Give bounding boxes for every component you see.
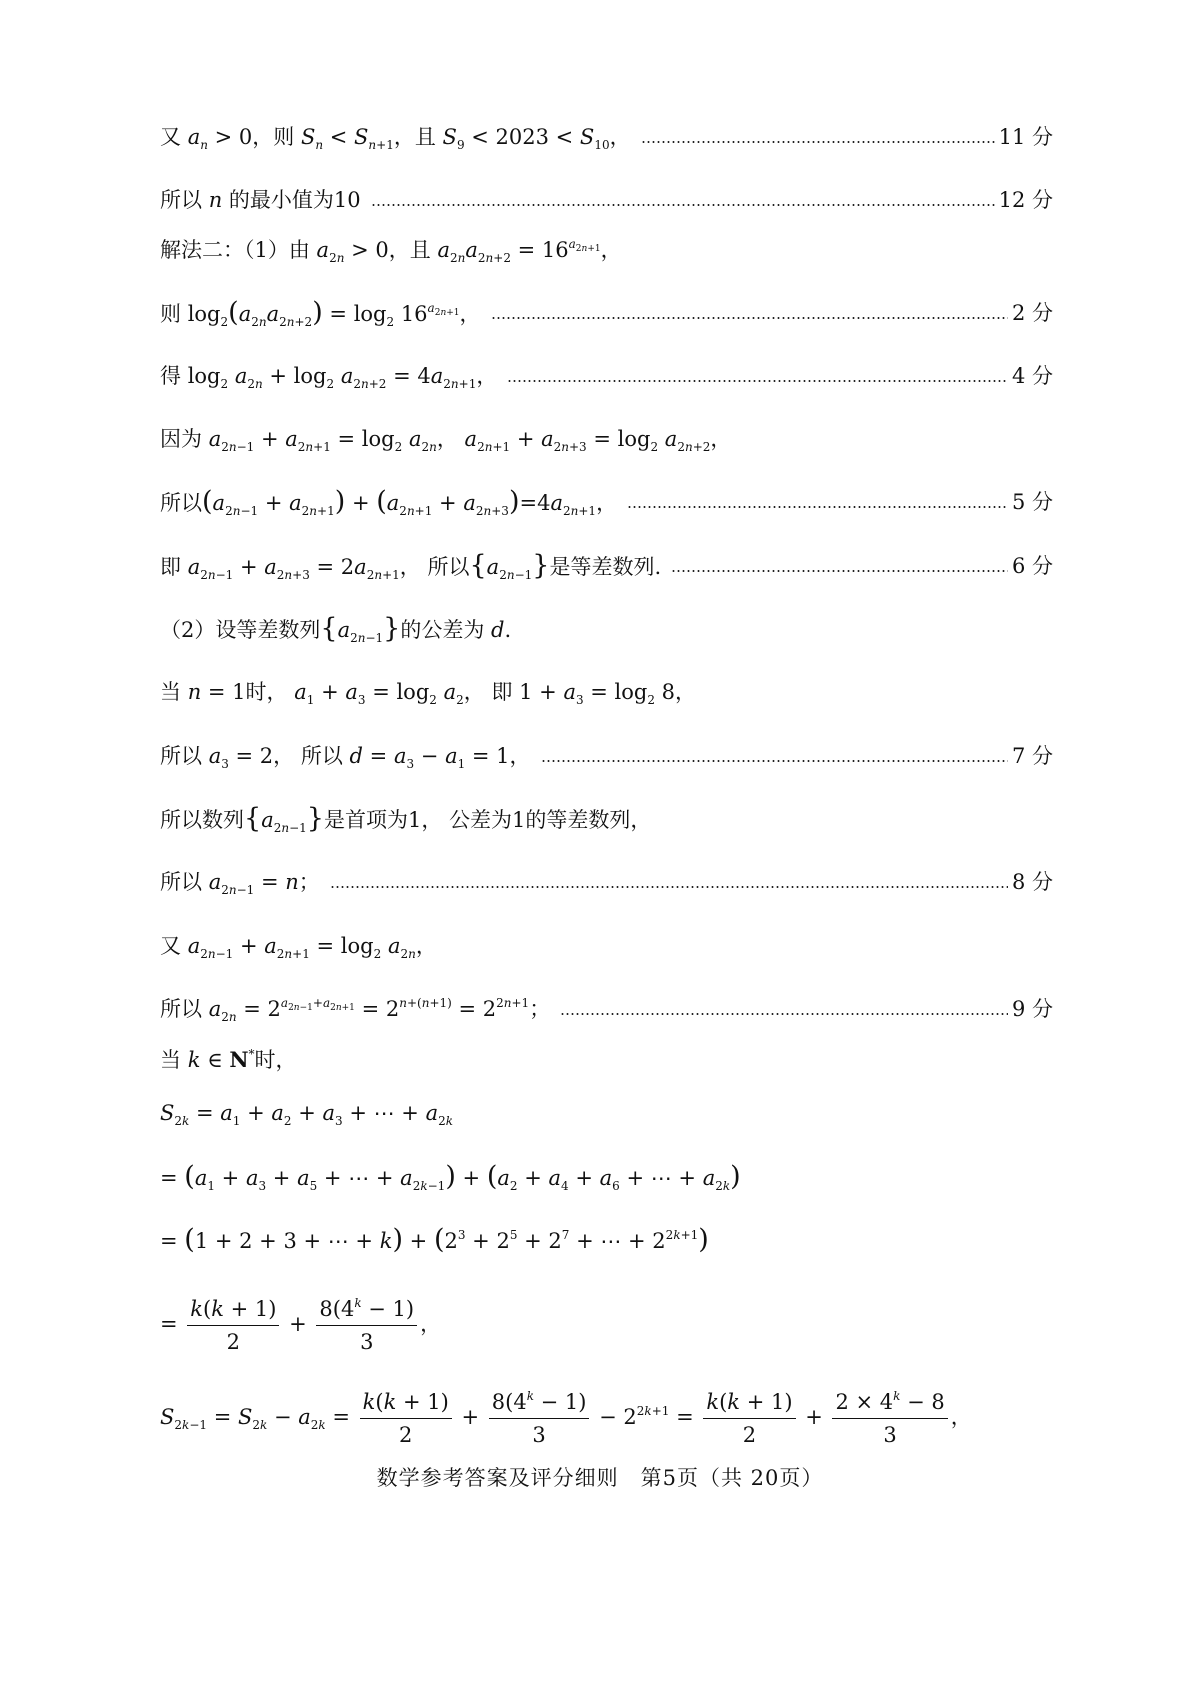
line-text: 又 $a_{2n-1} + a_{2n+1} = \log_2 a_{2n}$， xyxy=(160,934,437,961)
line-text: = (1 + 2 + 3 + ⋯ + $k) + (2^3 + 2^5 + 2^7$ + ⋯ + $2^{2k+1}$) xyxy=(160,1223,709,1255)
line-text: 所以 $a_{2n-1} = n$； xyxy=(160,870,320,897)
line-text: 所以数列$\{a_{2n-1}\}$是首项为1， 公差为1的等差数列， xyxy=(160,802,652,835)
dot-leader xyxy=(491,317,1008,319)
solution-line-21 xyxy=(160,1383,972,1453)
page-footer: 数学参考答案及评分细则 第5页（共 20页） xyxy=(376,1466,824,1490)
line-text: 即 $a_{2n-1} + a_{2n+3} = 2a_{2n+1}$， 所以$\{a_{2n-1}\}$是等差数列. xyxy=(160,549,662,582)
score-label: 4 分 xyxy=(1011,364,1053,388)
line-text: 得 $\log_2 a_{2n} + \log_2 a_{2n+2} = 4a_{2n+1}$， xyxy=(160,364,498,391)
solution-line-8 xyxy=(160,545,1053,585)
line-text: 当 n = 1时， $a_1 + a_3 = \log_2 a_2$， 即 $1 + a_3 = \log_2 8$， xyxy=(160,680,697,707)
solution-line-19 xyxy=(160,1219,709,1259)
line-text: $S_{2k-1} = S_{2k} - a_{2k}$ = $\frac{k(k + 1)}{2}$ + $\frac{8(4^k - 1)}{3}$ − $2^{2k+1}$ = $\frac{k(k + 1)}{2}$ + $\frac{2 \times 4^k - 8}{3}$ ， xyxy=(160,1388,972,1447)
solution-line-5 xyxy=(160,355,1053,395)
score-label: 12 分 xyxy=(998,188,1053,212)
solution-line-3 xyxy=(160,229,622,269)
line-text: 当 k ∈ N*时， xyxy=(160,1047,297,1072)
fraction: $\frac{8(4^k - 1)}{3}$ xyxy=(489,1389,590,1448)
solution-line-12 xyxy=(160,798,651,838)
solution-line-13 xyxy=(160,861,1053,901)
score-label: 5 分 xyxy=(1011,490,1053,514)
solution-line-18 xyxy=(160,1156,741,1196)
line-text: 所以 $a_3 = 2$， 所以 $d = a_3 - a_1 = 1$， xyxy=(160,744,531,771)
line-text: 所以 $a_{2n} = 2^{a_{2n-1}+a_{2n+1}} = 2^{n+(n+1)} = 2^{2n+1}$； xyxy=(160,996,551,1024)
line-text: 因为 $a_{2n-1} + a_{2n+1} = \log_2 a_{2n}$， $a_{2n+1} + a_{2n+3} = \log_2 a_{2n+2}$， xyxy=(160,427,732,454)
solution-line-4 xyxy=(160,292,1053,332)
line-text: （2）设等差数列$\{a_{2n-1}\}$的公差为 d. xyxy=(160,612,512,645)
dot-leader xyxy=(371,204,995,206)
line-text: = $\frac{k(k + 1)}{2}$ + $\frac{8(4^k - 1)}{3}$ ， xyxy=(160,1295,442,1354)
solution-line-1 xyxy=(160,116,1053,156)
solution-line-16 xyxy=(160,1039,297,1079)
score-label: 8 分 xyxy=(1011,870,1053,894)
dot-leader xyxy=(671,570,1008,572)
score-label: 6 分 xyxy=(1011,554,1053,578)
line-text: 又 $a_n > 0$，则 $S_n < S_{n+1}$，且 $S_9 < 2023 < S_{10}$， xyxy=(160,125,631,152)
dot-leader xyxy=(330,886,1008,888)
score-label: 11 分 xyxy=(998,125,1053,149)
dot-leader xyxy=(560,1013,1008,1015)
solution-line-10 xyxy=(160,671,696,711)
dot-leader xyxy=(627,506,1008,508)
line-text: $S_{2k} = a_1 + a_2 + a_3$ + ⋯ + $a_{2k}$ xyxy=(160,1101,454,1128)
score-label: 2 分 xyxy=(1011,301,1053,325)
solution-line-14 xyxy=(160,925,437,965)
solution-line-17 xyxy=(160,1093,453,1133)
fraction: $\frac{8(4^k - 1)}{3}$ xyxy=(316,1296,417,1355)
line-text: = ($a_1 + a_3 + a_5$ + ⋯ + $a_{2k-1}) + (a_2 + a_4 + a_6$ + ⋯ + $a_{2k}$) xyxy=(160,1160,741,1193)
dot-leader xyxy=(541,760,1008,762)
fraction: $\frac{2 \times 4^k - 8}{3}$ xyxy=(832,1389,947,1448)
solution-line-9 xyxy=(160,608,511,648)
solution-line-20 xyxy=(160,1290,441,1360)
line-text: 解法二：（1）由 $a_{2n} > 0$，且 $a_{2n}a_{2n+2} = 16^{a_{2n+1}}$， xyxy=(160,237,622,265)
solution-line-6 xyxy=(160,418,731,458)
dot-leader xyxy=(641,141,995,143)
score-label: 9 分 xyxy=(1011,997,1053,1021)
solution-line-2 xyxy=(160,179,1053,219)
fraction: $\frac{k(k + 1)}{2}$ xyxy=(360,1389,452,1448)
solution-line-7 xyxy=(160,481,1053,521)
dot-leader xyxy=(507,380,1008,382)
solution-line-15 xyxy=(160,988,1053,1028)
line-text: 则 $\log_2(a_{2n}a_{2n+2}) = \log_2 16^{a_{2n+1}}$， xyxy=(160,296,481,329)
solution-line-11 xyxy=(160,735,1053,775)
fraction: $\frac{k(k + 1)}{2}$ xyxy=(703,1389,795,1448)
fraction: $\frac{k(k + 1)}{2}$ xyxy=(187,1296,279,1355)
score-label: 7 分 xyxy=(1011,744,1053,768)
line-text: 所以$(a_{2n-1} + a_{2n+1}) + (a_{2n+1} + a_{2n+3})=4a_{2n+1}$， xyxy=(160,485,618,518)
line-text: 所以 n 的最小值为10 xyxy=(160,188,361,212)
